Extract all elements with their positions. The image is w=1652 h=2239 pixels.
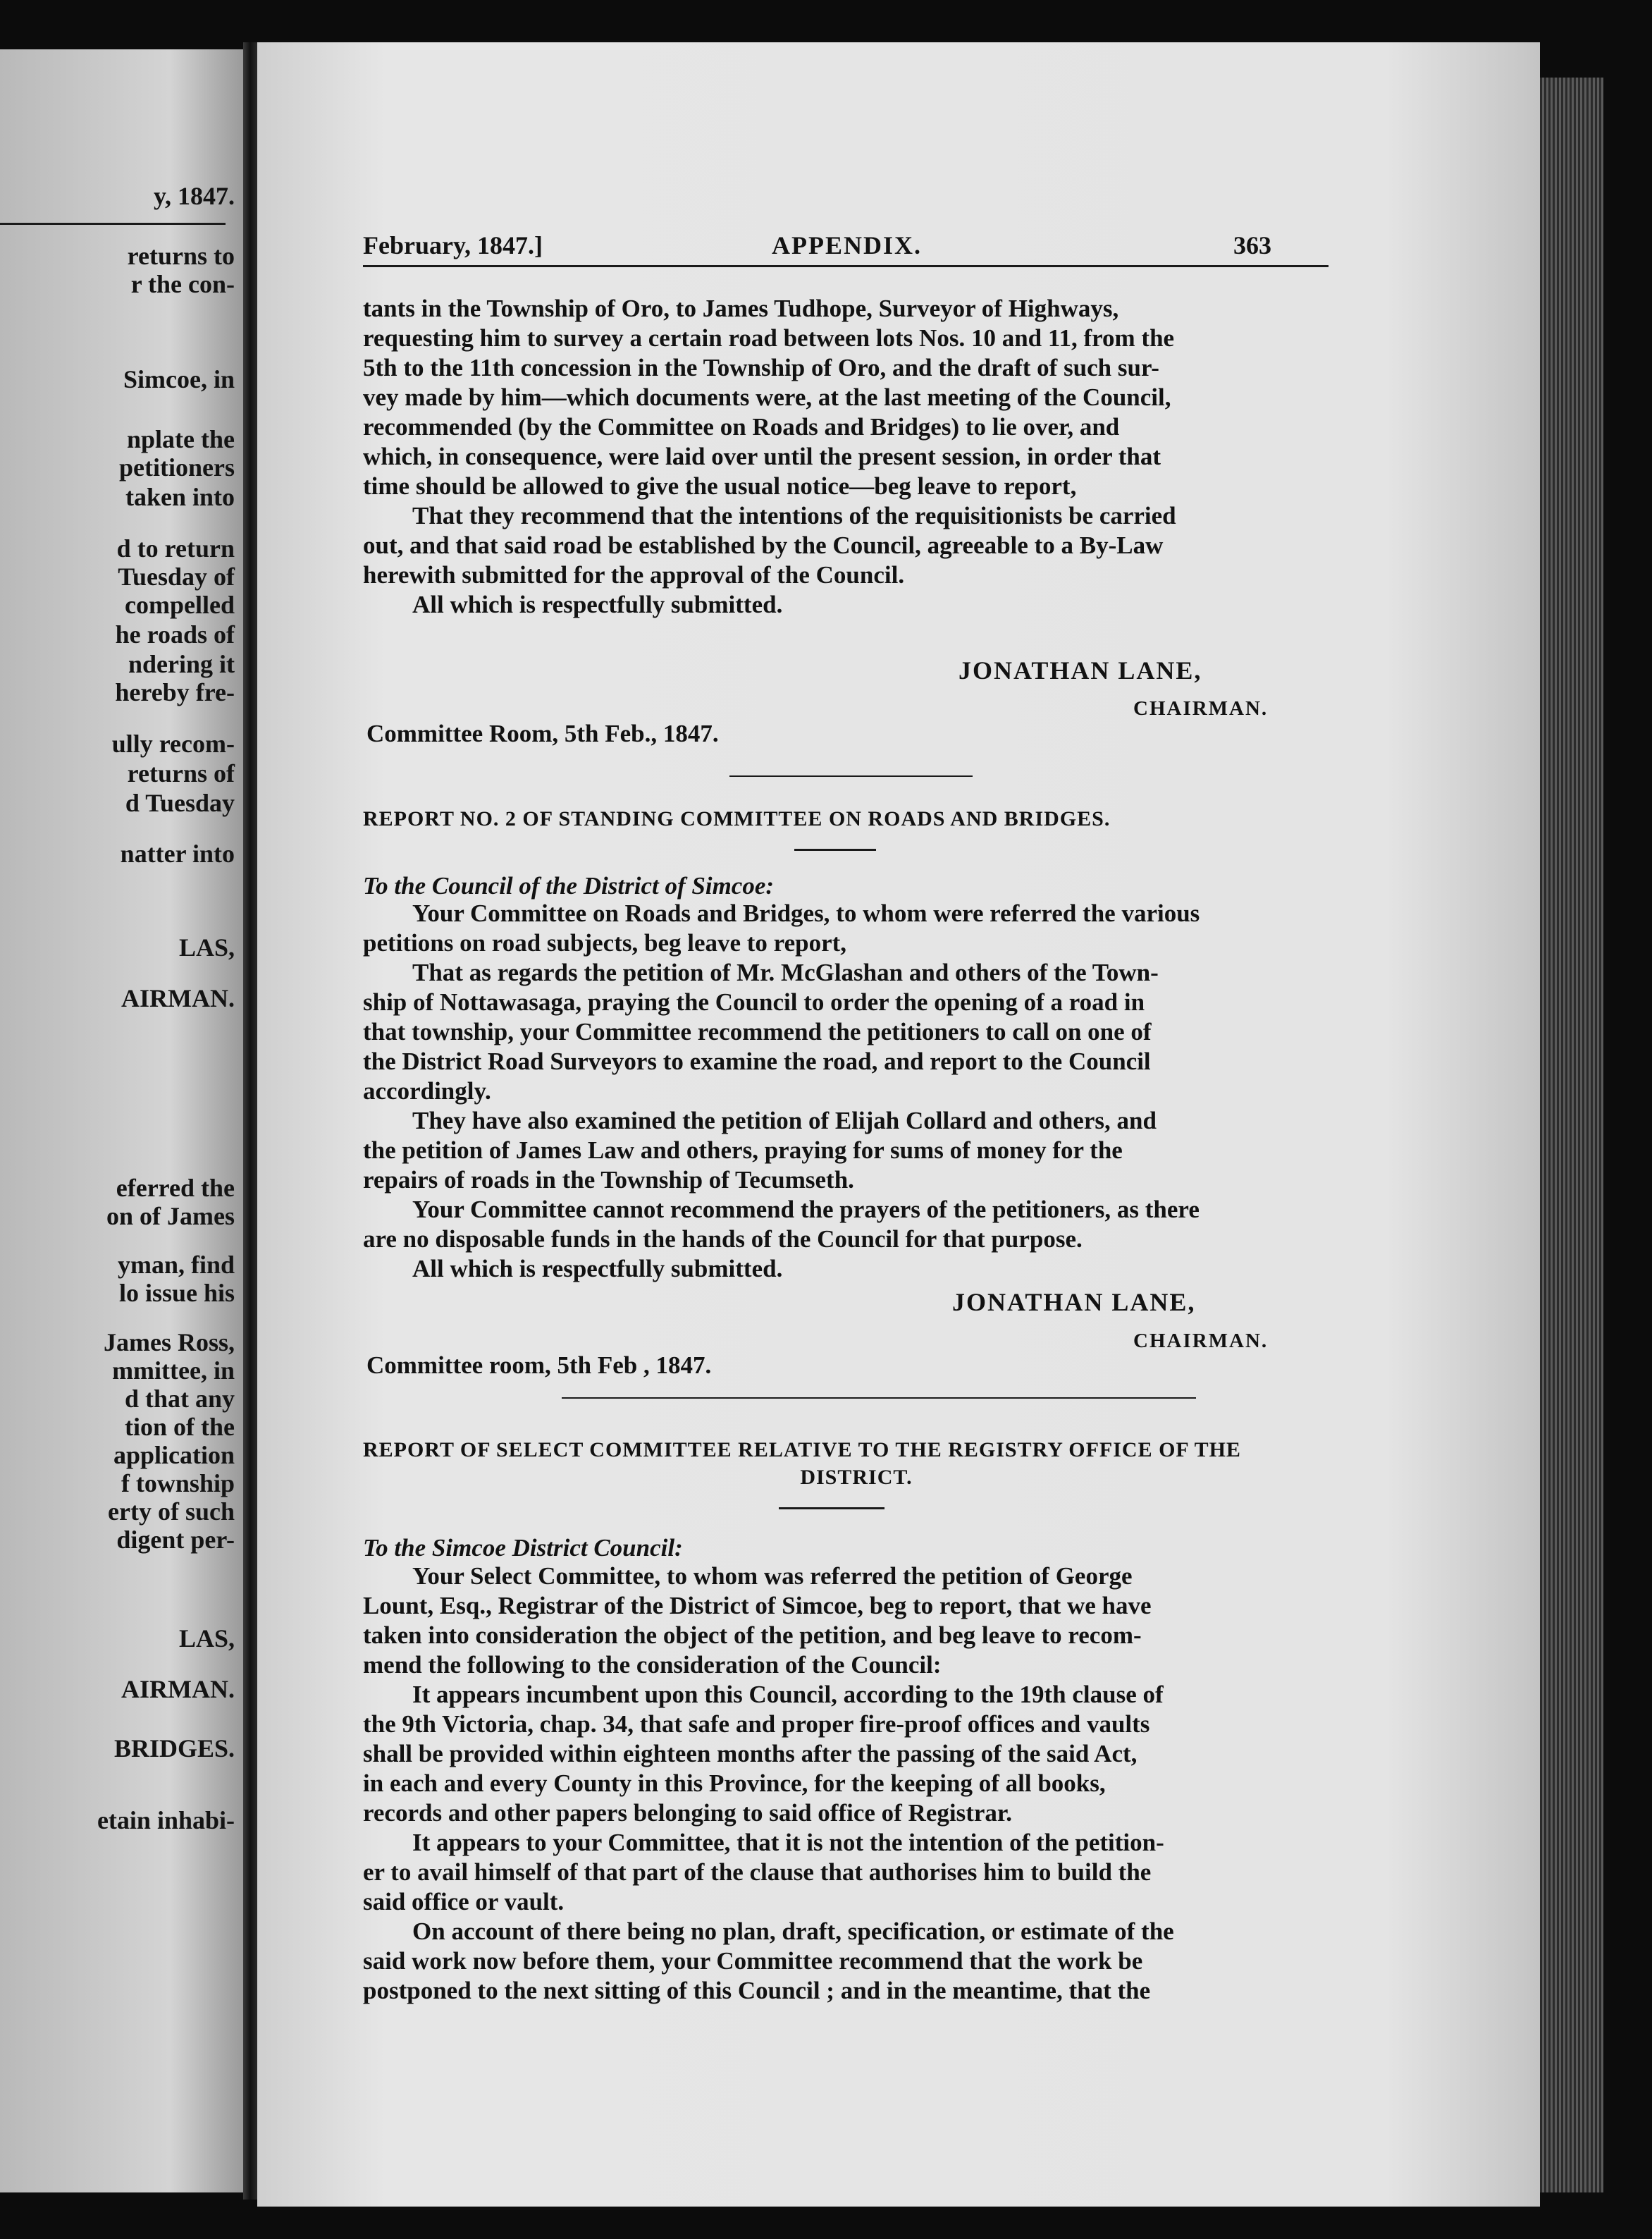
left-page-line: LAS,: [178, 1624, 235, 1652]
left-page-line: eferred the: [116, 1174, 235, 1202]
text-line: petitions on road subjects, beg leave to report,: [363, 929, 847, 957]
text-line: herewith submitted for the approval of the Council.: [363, 561, 905, 589]
left-page-line: tion of the: [125, 1413, 235, 1441]
page-edges: [1540, 78, 1603, 2192]
text-line: tants in the Township of Oro, to James Tudhope, Surveyor of Highways,: [363, 295, 1119, 322]
text-line: On account of there being no plan, draft, specification, or estimate of the: [412, 1918, 1174, 1945]
report3-heading-line1: REPORT OF SELECT COMMITTEE RELATIVE TO THE REGISTRY OFFICE OF THE: [363, 1438, 1241, 1461]
report2-signatory: JONATHAN LANE,: [952, 1288, 1196, 1316]
text-line: That as regards the petition of Mr. McGlashan and others of the Town-: [412, 959, 1159, 986]
left-page-line: hereby fre-: [115, 678, 235, 706]
text-line: All which is respectfully submitted.: [412, 1255, 783, 1282]
text-line: Your Committee cannot recommend the prayers of the petitioners, as there: [412, 1196, 1200, 1223]
text-line: in each and every County in this Province, for the keeping of all books,: [363, 1769, 1106, 1797]
text-line: taken into consideration the object of the petition, and beg leave to recom-: [363, 1621, 1142, 1649]
text-line: Your Select Committee, to whom was referred the petition of George: [412, 1562, 1133, 1590]
text-line: They have also examined the petition of Elijah Collard and others, and: [412, 1107, 1157, 1134]
left-page-line: lo issue his: [118, 1279, 235, 1307]
left-facing-page: [0, 49, 243, 2192]
left-page-line: d to return: [116, 534, 235, 563]
heading-underline-2: [794, 849, 876, 851]
report3-salutation: To the Simcoe District Council:: [363, 1534, 683, 1562]
report1-place-date: Committee Room, 5th Feb., 1847.: [366, 720, 719, 747]
header-rule: [363, 265, 1329, 267]
left-page-line: James Ross,: [104, 1328, 235, 1356]
left-page-line: d Tuesday: [125, 789, 235, 817]
text-line: Lount, Esq., Registrar of the District of Simcoe, beg to report, that we have: [363, 1592, 1152, 1619]
text-line: said work now before them, your Committee recommend that the work be: [363, 1947, 1143, 1975]
left-page-line: mmittee, in: [112, 1356, 235, 1385]
left-page-line: nplate the: [127, 425, 235, 453]
text-line: the District Road Surveyors to examine the road, and report to the Council: [363, 1048, 1151, 1075]
left-page-line: BRIDGES.: [113, 1734, 235, 1762]
heading-underline-3: [779, 1507, 884, 1509]
text-line: shall be provided within eighteen months after the passing of the said Act,: [363, 1740, 1138, 1767]
left-page-line: taken into: [125, 483, 235, 511]
text-line: 5th to the 11th concession in the Township of Oro, and the draft of such sur-: [363, 354, 1159, 381]
running-header-date: February, 1847.]: [363, 231, 543, 259]
left-page-line: d that any: [124, 1385, 235, 1413]
report1-title: CHAIRMAN.: [1133, 697, 1269, 720]
section-divider-1: [729, 775, 973, 777]
left-page-line: on of James: [106, 1202, 235, 1230]
text-line: er to avail himself of that part of the clause that authorises him to build the: [363, 1858, 1152, 1886]
section-divider-2: [562, 1397, 1196, 1399]
report1-signatory: JONATHAN LANE,: [958, 656, 1202, 685]
left-page-line: Tuesday of: [118, 563, 235, 591]
report2-place-date: Committee room, 5th Feb , 1847.: [366, 1351, 712, 1379]
text-line: It appears to your Committee, that it is not the intention of the petition-: [412, 1829, 1164, 1856]
left-page-line: f township: [121, 1469, 235, 1497]
text-line: mend the following to the consideration of the Council:: [363, 1651, 942, 1679]
report2-heading: REPORT NO. 2 OF STANDING COMMITTEE ON ROADS AND BRIDGES.: [363, 807, 1111, 830]
main-page: [257, 42, 1540, 2207]
left-page-line: ully recom-: [111, 730, 235, 758]
left-page-line: r the con-: [130, 270, 235, 298]
text-line: It appears incumbent upon this Council, according to the 19th clause of: [412, 1681, 1164, 1708]
left-page-line: AIRMAN.: [121, 1675, 235, 1703]
text-line: the petition of James Law and others, praying for sums of money for the: [363, 1136, 1123, 1164]
left-page-line: petitioners: [119, 453, 235, 481]
left-page-line: he roads of: [115, 620, 235, 649]
text-line: are no disposable funds in the hands of the Council for that purpose.: [363, 1225, 1083, 1253]
left-page-header-rule: [0, 223, 226, 225]
left-page-line: LAS,: [178, 933, 235, 962]
running-header-section: APPENDIX.: [772, 231, 922, 259]
text-line: that township, your Committee recommend the petitioners to call on one of: [363, 1018, 1152, 1045]
text-line: recommended (by the Committee on Roads and Bridges) to lie over, and: [363, 413, 1120, 441]
left-page-line: compelled: [125, 591, 235, 619]
left-page-line: erty of such: [108, 1497, 235, 1526]
left-page-line: AIRMAN.: [121, 984, 235, 1012]
left-page-line: yman, find: [117, 1251, 235, 1279]
text-line: time should be allowed to give the usual notice—beg leave to report,: [363, 472, 1077, 500]
text-line: records and other papers belonging to said office of Registrar.: [363, 1799, 1012, 1827]
report2-title: CHAIRMAN.: [1133, 1330, 1269, 1352]
text-line: said office or vault.: [363, 1888, 565, 1915]
text-line: postponed to the next sitting of this Council ; and in the meantime, that the: [363, 1977, 1151, 2004]
left-page-line: y, 1847.: [153, 182, 235, 210]
text-line: requesting him to survey a certain road between lots Nos. 10 and 11, from the: [363, 324, 1175, 352]
text-line: Your Committee on Roads and Bridges, to whom were referred the various: [412, 900, 1200, 927]
page-number: 363: [1233, 231, 1271, 259]
report2-salutation: To the Council of the District of Simcoe:: [363, 872, 775, 900]
text-line: repairs of roads in the Township of Tecumseth.: [363, 1166, 854, 1194]
left-page-line: ndering it: [128, 650, 235, 678]
text-line: That they recommend that the intentions of the requisitionists be carried: [412, 502, 1176, 529]
left-page-line: application: [113, 1441, 235, 1469]
left-page-line: Simcoe, in: [123, 365, 235, 393]
text-line: the 9th Victoria, chap. 34, that safe and proper fire-proof offices and vaults: [363, 1710, 1150, 1738]
left-page-line: natter into: [120, 840, 235, 868]
left-page-line: returns to: [127, 242, 235, 270]
text-line: out, and that said road be established by the Council, agreeable to a By-Law: [363, 532, 1164, 559]
text-line: vey made by him—which documents were, at the last meeting of the Council,: [363, 384, 1171, 411]
text-line: accordingly.: [363, 1077, 491, 1105]
report3-heading-line2: DISTRICT.: [800, 1466, 913, 1489]
text-line: ship of Nottawasaga, praying the Council to order the opening of a road in: [363, 988, 1145, 1016]
left-page-line: etain inhabi-: [97, 1806, 235, 1834]
left-page-line: returns of: [127, 759, 235, 787]
book-gutter: [243, 42, 257, 2200]
text-line: which, in consequence, were laid over until the present session, in order that: [363, 443, 1161, 470]
left-page-line: digent per-: [116, 1526, 235, 1554]
text-line: All which is respectfully submitted.: [412, 591, 783, 618]
